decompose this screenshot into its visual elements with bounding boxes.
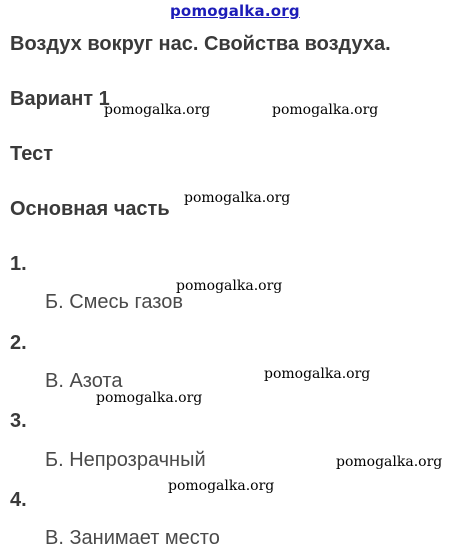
question-answer: В. Азота	[45, 370, 123, 392]
page-title: Воздух вокруг нас. Свойства воздуха.	[10, 33, 391, 55]
question-number: 4.	[10, 489, 27, 511]
watermark-text: pomogalka.org	[104, 102, 211, 118]
question-answer: Б. Непрозрачный	[45, 449, 206, 471]
question-answer: Б. Смесь газов	[45, 291, 183, 313]
section-heading: Основная часть	[10, 198, 170, 220]
site-watermark-link[interactable]: pomogalka.org	[170, 2, 300, 20]
test-heading: Тест	[10, 143, 53, 165]
watermark-text: pomogalka.org	[264, 366, 371, 382]
question-number: 2.	[10, 332, 27, 354]
watermark-text: pomogalka.org	[184, 190, 291, 206]
watermark-text: pomogalka.org	[176, 278, 283, 294]
watermark-text: pomogalka.org	[168, 478, 275, 494]
variant-heading: Вариант 1	[10, 88, 110, 110]
watermark-text: pomogalka.org	[96, 390, 203, 406]
watermark-text: pomogalka.org	[336, 454, 443, 470]
question-number: 3.	[10, 410, 27, 432]
watermark-text: pomogalka.org	[272, 102, 379, 118]
question-answer: В. Занимает место	[45, 527, 220, 549]
question-number: 1.	[10, 253, 27, 275]
